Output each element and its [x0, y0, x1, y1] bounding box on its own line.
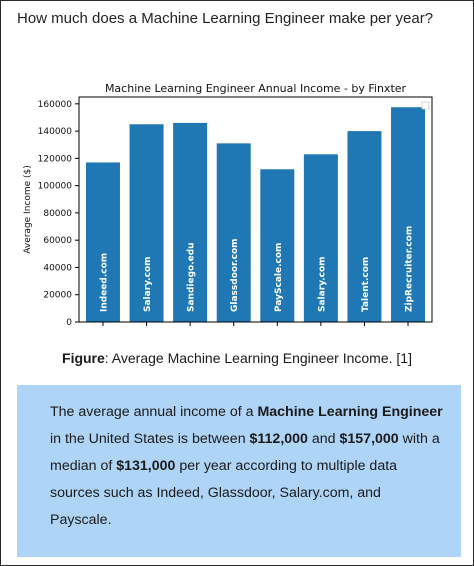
y-tick-label: 140000	[37, 127, 72, 138]
summary-highlight: $157,000	[339, 431, 399, 447]
y-axis-label: Average Income ($)	[23, 165, 33, 254]
bar-label: Indeed.com	[99, 252, 110, 312]
bar-label: PayScale.com	[273, 242, 284, 312]
bar-label: Sandiego.edu	[186, 242, 197, 312]
summary-box	[17, 385, 461, 557]
bar-label: ZipRecruiter.com	[404, 225, 415, 312]
income-bar-chart	[0, 75, 474, 340]
y-axis	[38, 100, 79, 328]
y-tick-label: 120000	[37, 154, 72, 165]
page-question: How much does a Machine Learning Engineer make per year?	[17, 10, 434, 27]
y-tick-label: 80000	[43, 208, 72, 219]
caption-label: Figure	[62, 350, 105, 366]
y-tick-label: 100000	[37, 181, 72, 192]
summary-part: and	[307, 431, 340, 447]
y-tick-label: 40000	[43, 263, 72, 274]
summary-part: with a median of	[50, 431, 440, 474]
bar-label: Salary.com	[143, 256, 154, 312]
bar-label: Salary.com	[317, 256, 328, 312]
figure-caption	[0, 350, 474, 366]
y-tick-label: 160000	[37, 99, 72, 110]
summary-text	[50, 399, 446, 534]
y-tick-label: 0	[66, 318, 72, 328]
caption-text: : Average Machine Learning Engineer Income. [1]	[104, 350, 412, 366]
summary-highlight: $112,000	[249, 431, 308, 447]
bar-label: Glassdoor.com	[230, 238, 241, 312]
y-tick-label: 20000	[43, 290, 72, 301]
bars	[86, 107, 425, 322]
empty-legend-box	[422, 102, 429, 109]
bar-label: Talent.com	[360, 256, 371, 312]
summary-part: The average annual income of a	[50, 404, 258, 420]
summary-part: per year according to multiple data sources such as Indeed, Glassdoor, Salary.com, and Payscale.	[50, 458, 398, 528]
summary-highlight: $131,000	[116, 458, 176, 474]
summary-highlight: Machine Learning Engineer	[257, 404, 443, 420]
y-tick-label: 60000	[43, 236, 72, 247]
chart-title: Machine Learning Engineer Annual Income - by Finxter	[104, 82, 407, 95]
summary-part: in the United States is between	[50, 431, 250, 447]
